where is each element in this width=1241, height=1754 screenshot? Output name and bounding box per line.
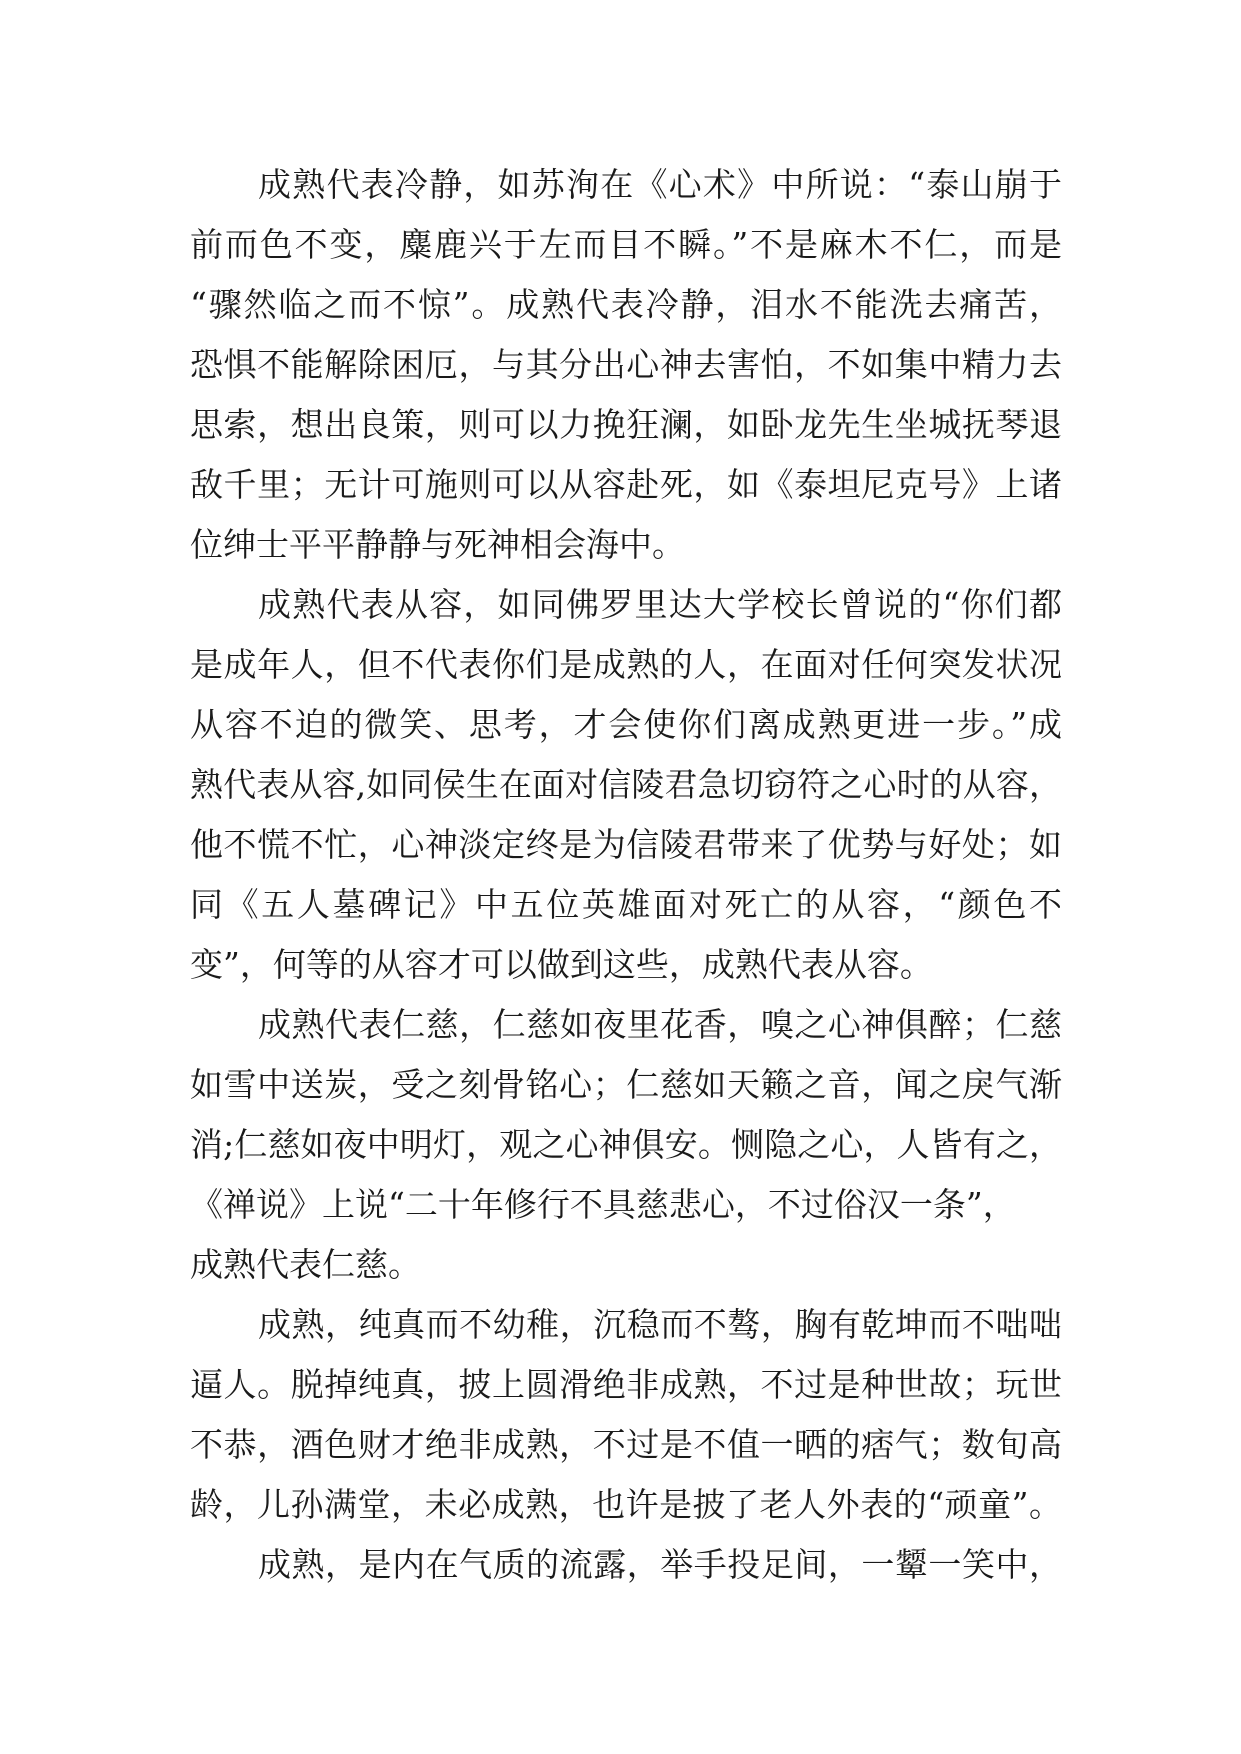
paragraph-1-line-2: 前而色不变，麋鹿兴于左而目不瞬。”不是麻木不仁，而是 (190, 225, 1062, 264)
paragraph-2-line-2: 是成年人，但不代表你们是成熟的人，在面对任何突发状况 (190, 645, 1062, 684)
paragraph-2-line-3: 从容不迫的微笑、思考，才会使你们离成熟更进一步。”成 (190, 705, 1062, 744)
paragraph-2-line-1: 成熟代表从容，如同佛罗里达大学校长曾说的“你们都 (258, 585, 1062, 624)
paragraph-2-line-4: 熟代表从容,如同侯生在面对信陵君急切窃符之心时的从容， (190, 765, 1062, 804)
paragraph-5-line-1: 成熟，是内在气质的流露，举手投足间，一颦一笑中， (258, 1545, 1062, 1584)
paragraph-3-line-1: 成熟代表仁慈，仁慈如夜里花香，嗅之心神俱醉；仁慈 (258, 1005, 1062, 1044)
paragraph-1-line-6: 敌千里；无计可施则可以从容赴死，如《泰坦尼克号》上诸 (190, 465, 1062, 504)
paragraph-4-line-4: 龄，儿孙满堂，未必成熟，也许是披了老人外表的“顽童”。 (190, 1485, 1062, 1524)
paragraph-4-line-3: 不恭，酒色财才绝非成熟，不过是不值一晒的痞气；数旬高 (190, 1425, 1062, 1464)
paragraph-1-line-7: 位绅士平平静静与死神相会海中。 (190, 525, 685, 564)
paragraph-3-line-3: 消;仁慈如夜中明灯，观之心神俱安。恻隐之心，人皆有之， (190, 1125, 1062, 1164)
paragraph-4-line-2: 逼人。脱掉纯真，披上圆滑绝非成熟，不过是种世故；玩世 (190, 1365, 1062, 1404)
paragraph-1-line-3: “骤然临之而不惊”。成熟代表冷静，泪水不能洗去痛苦， (190, 285, 1062, 324)
paragraph-3-line-2: 如雪中送炭，受之刻骨铭心；仁慈如天籁之音，闻之戾气渐 (190, 1065, 1062, 1104)
paragraph-1-line-5: 思索，想出良策，则可以力挽狂澜，如卧龙先生坐城抚琴退 (190, 405, 1062, 444)
paragraph-3-line-4: 《禅说》上说“二十年修行不具慈悲心，不过俗汉一条”， (190, 1185, 1016, 1224)
paragraph-2-line-5: 他不慌不忙，心神淡定终是为信陵君带来了优势与好处；如 (190, 825, 1062, 864)
paragraph-1-line-1: 成熟代表冷静，如苏洵在《心术》中所说：“泰山崩于 (258, 165, 1062, 204)
paragraph-3-line-5: 成熟代表仁慈。 (190, 1245, 421, 1284)
paragraph-4-line-1: 成熟，纯真而不幼稚，沉稳而不骜，胸有乾坤而不咄咄 (258, 1305, 1062, 1344)
paragraph-2-line-7: 变”，何等的从容才可以做到这些，成熟代表从容。 (190, 945, 933, 984)
paragraph-2-line-6: 同《五人墓碑记》中五位英雄面对死亡的从容，“颜色不 (190, 885, 1062, 924)
paragraph-1-line-4: 恐惧不能解除困厄，与其分出心神去害怕，不如集中精力去 (190, 345, 1062, 384)
